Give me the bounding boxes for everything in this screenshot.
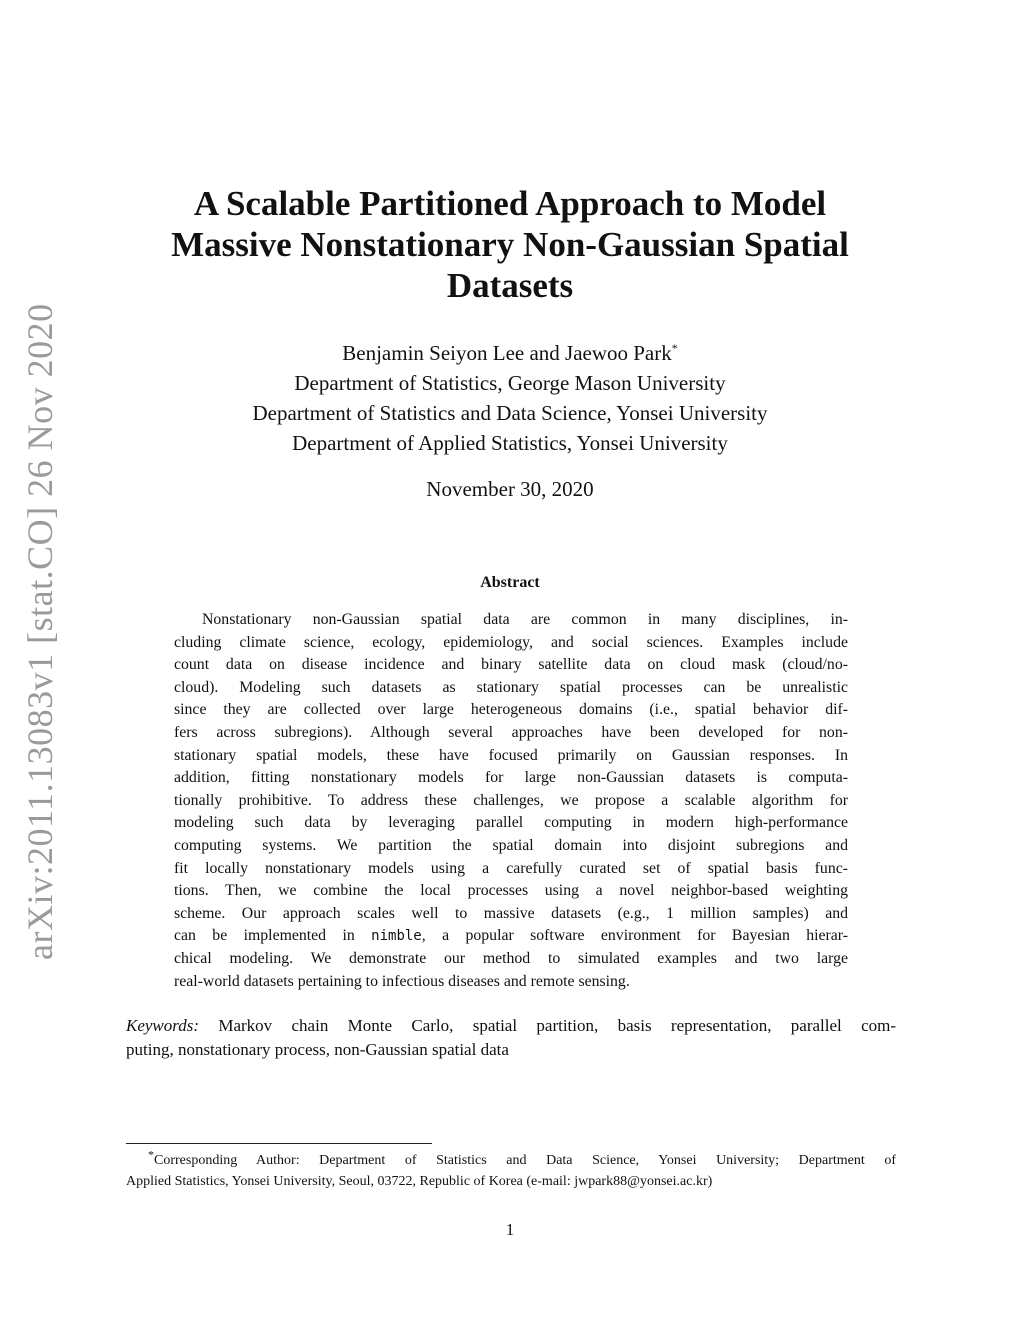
abstract-line: Nonstationary non-Gaussian spatial data are common in many disciplines, in- <box>202 611 848 628</box>
abstract-line <box>174 925 848 948</box>
abstract-line: fers across subregions). Although several approaches have been developed for non- <box>174 723 848 741</box>
footnote-marker: * <box>148 1147 154 1162</box>
keywords-label: Keywords: <box>126 1016 200 1035</box>
keywords-line: puting, nonstationary process, non-Gaussian spatial data <box>126 1040 509 1059</box>
title-line: A Scalable Partitioned Approach to Model <box>193 184 827 223</box>
page-number: 1 <box>505 1220 515 1239</box>
abstract-line: cloud). Modeling such datasets as stationary spatial processes can be unrealistic <box>174 678 848 696</box>
abstract-text: can be implemented in <box>174 927 372 945</box>
footnote-divider <box>126 1143 432 1144</box>
author-names-line <box>110 338 910 368</box>
arxiv-identifier-stamp: arXiv:2011.13083v1 [stat.CO] 26 Nov 2020 <box>20 303 60 960</box>
abstract-line: cluding climate science, ecology, epidemiology, and social sciences. Examples include <box>174 633 848 651</box>
abstract-body <box>174 609 848 993</box>
footnote-line <box>126 1147 896 1171</box>
abstract-line: modeling such data by leveraging parallel computing in modern high-performance <box>174 814 848 832</box>
corresponding-author-marker: * <box>671 341 678 355</box>
abstract-line: chical modeling. We demonstrate our method to simulated examples and two large <box>174 949 848 967</box>
abstract-line: scheme. Our approach scales well to massive datasets (e.g., 1 million samples) and <box>174 904 848 922</box>
abstract-line: computing systems. We partition the spatial domain into disjoint subregions and <box>174 836 848 854</box>
abstract-text: , a popular software environment for Bayesian hierar- <box>421 927 849 945</box>
paper-title <box>100 183 920 306</box>
nimble-code-name: nimble <box>371 928 422 945</box>
publication-date: November 30, 2020 <box>426 477 594 501</box>
abstract-line: tions. Then, we combine the local processes using a novel neighbor-based weighting <box>174 882 848 900</box>
keywords-line <box>126 1014 896 1038</box>
footnote <box>126 1147 896 1192</box>
abstract-line: tionally prohibitive. To address these challenges, we propose a scalable algorithm for <box>174 791 848 809</box>
abstract-heading: Abstract <box>480 574 540 591</box>
keywords-block <box>126 1014 896 1062</box>
abstract-line: addition, fitting nonstationary models for large non-Gaussian datasets is computa- <box>174 769 848 787</box>
abstract-line: fit locally nonstationary models using a carefully curated set of spatial basis func- <box>174 859 848 877</box>
affiliation: Department of Applied Statistics, Yonsei University <box>292 431 728 455</box>
abstract-line: since they are collected over large heterogeneous domains (i.e., spatial behavior dif- <box>174 701 848 719</box>
affiliation: Department of Statistics, George Mason University <box>294 371 726 395</box>
title-line: Datasets <box>446 266 574 305</box>
title-line: Massive Nonstationary Non-Gaussian Spatial <box>171 225 849 264</box>
abstract-line: count data on disease incidence and binary satellite data on cloud mask (cloud/no- <box>174 656 848 674</box>
author-block <box>110 338 910 458</box>
footnote-line: Applied Statistics, Yonsei University, Seoul, 03722, Republic of Korea (e-mail: jwpark88@yonsei.ac.kr) <box>126 1174 713 1189</box>
keywords-text: Markov chain Monte Carlo, spatial partition, basis representation, parallel com- <box>199 1016 896 1035</box>
author-names: Benjamin Seiyon Lee and Jaewoo Park <box>342 341 672 365</box>
footnote-text: Corresponding Author: Department of Statistics and Data Science, Yonsei University; Department of <box>154 1153 896 1168</box>
affiliation: Department of Statistics and Data Science, Yonsei University <box>252 401 768 425</box>
abstract-line: stationary spatial models, these have focused primarily on Gaussian responses. In <box>174 746 848 764</box>
abstract-line: real-world datasets pertaining to infectious diseases and remote sensing. <box>174 972 630 990</box>
